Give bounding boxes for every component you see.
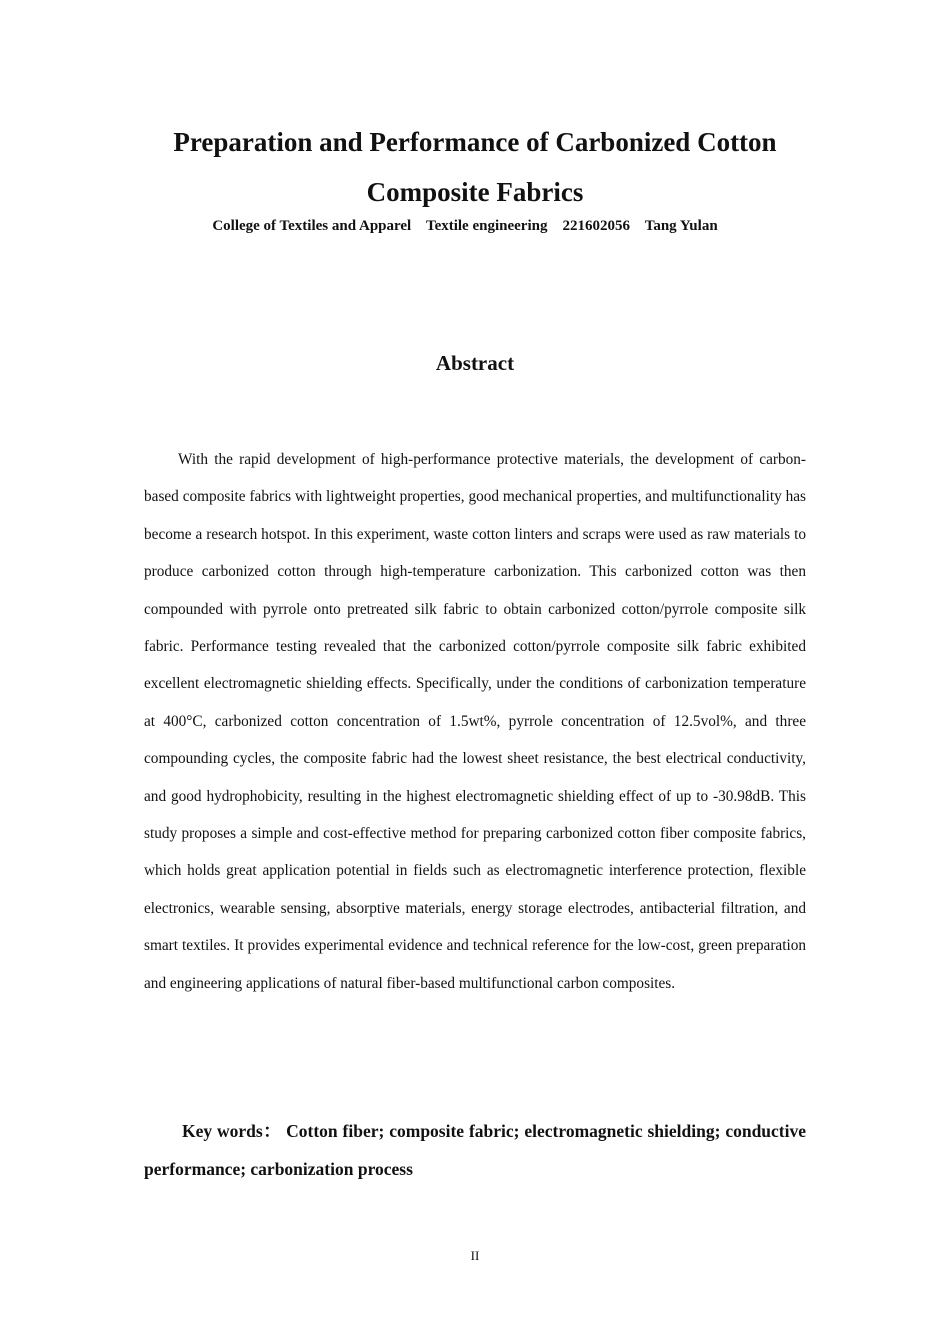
keywords-list: Cotton fiber; composite fabric; electromagnetic shielding; conductive performance; carbonization process — [144, 1121, 807, 1179]
page-number: II — [470, 1248, 480, 1263]
keywords-paragraph — [144, 1112, 806, 1188]
abstract-body: With the rapid development of high-performance protective materials, the development of carbon-based composite fabrics with lightweight properties, good mechanical properties, and multifunctionality has become a research hotspot. In this experiment, waste cotton linters and scraps were used as raw materials to produce carbonized cotton through high-temperature carbonization. This carbonized cotton was then compounded with pyrrole onto pretreated silk fabric to obtain carbonized cotton/pyrrole composite silk fabric. Performance testing revealed that the carbonized cotton/pyrrole composite silk fabric exhibited excellent electromagnetic shielding effects. Specifically, under the conditions of carbonization temperature at 400°C, carbonized cotton concentration of 1.5wt%, pyrrole concentration of 12.5vol%, and three compounding cycles, the composite fabric had the lowest sheet resistance, the best electrical conductivity, and good hydrophobicity, resulting in the highest electromagnetic shielding effect of up to -30.98dB. This study proposes a simple and cost-effective method for preparing carbonized cotton fiber composite fabrics, which holds great application potential in fields such as electromagnetic interference protection, flexible electronics, wearable sensing, absorptive materials, energy storage electrodes, antibacterial filtration, and smart textiles. It provides experimental evidence and technical reference for the low-cost, green preparation and engineering applications of natural fiber-based multifunctional carbon composites. — [144, 451, 806, 992]
author-byline: College of Textiles and Apparel Textile engineering 221602056 Tang Yulan — [212, 218, 718, 234]
keywords-label: Key words： — [182, 1121, 282, 1141]
abstract-heading: Abstract — [435, 351, 515, 375]
paper-title-line-1: Preparation and Performance of Carbonized Cotton — [173, 127, 777, 157]
paper-title — [140, 117, 810, 217]
paper-title-line-2: Composite Fabrics — [366, 177, 584, 207]
